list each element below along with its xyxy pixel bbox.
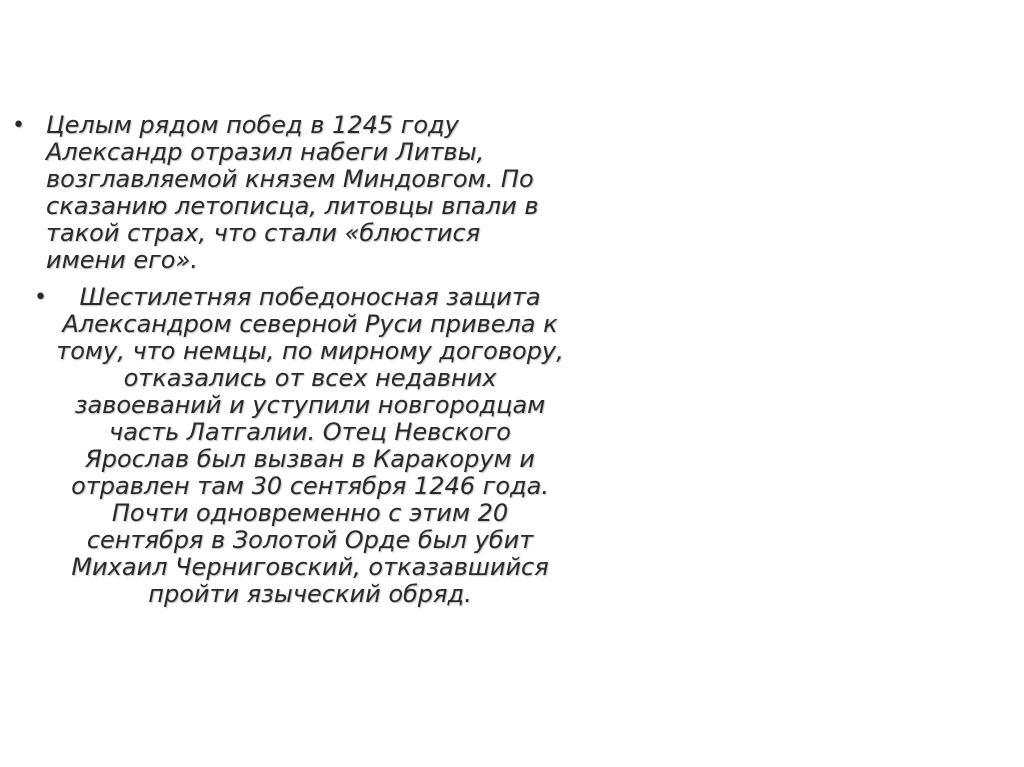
- bullet-icon: •: [34, 285, 47, 310]
- paragraph-line: сказанию летописца, литовцы впали в: [46, 192, 539, 220]
- paragraph-line: Михаил Черниговский, отказавшийся: [71, 553, 549, 581]
- bullet-paragraph-1: [12, 111, 539, 274]
- paragraph-line: имени его».: [46, 246, 198, 274]
- paragraph-line: завоеваний и уступили новгородцам: [74, 391, 546, 419]
- paragraph-line: отказались от всех недавних: [123, 364, 497, 392]
- paragraph-line: часть Латгалии. Отец Невского: [109, 418, 511, 446]
- paragraph-line: Ярослав был вызван в Каракорум и: [85, 445, 535, 473]
- paragraph-line: отравлен там 30 сентября 1246 года.: [71, 472, 549, 500]
- paragraph-line: Почти одновременно с этим 20: [111, 499, 509, 527]
- paragraph-line: сентября в Золотой Орде был убит: [86, 526, 534, 554]
- paragraph-line: такой страх, что стали «блюстися: [46, 219, 481, 247]
- paragraph-line: тому, что немцы, по мирному договору,: [56, 337, 564, 365]
- paragraph-line: Александром северной Руси привела к: [62, 310, 558, 338]
- paragraph-line: пройти языческий обряд.: [148, 580, 472, 608]
- paragraph-line: Целым рядом побед в 1245 году: [46, 111, 459, 139]
- paragraph-line: возглавляемой князем Миндовгом. По: [46, 165, 534, 193]
- bullet-paragraph-2: [34, 283, 580, 608]
- paragraph-line: Александр отразил набеги Литвы,: [46, 138, 485, 166]
- bullet-icon: •: [12, 113, 25, 138]
- paragraph-line: Шестилетняя победоносная защита: [79, 283, 541, 311]
